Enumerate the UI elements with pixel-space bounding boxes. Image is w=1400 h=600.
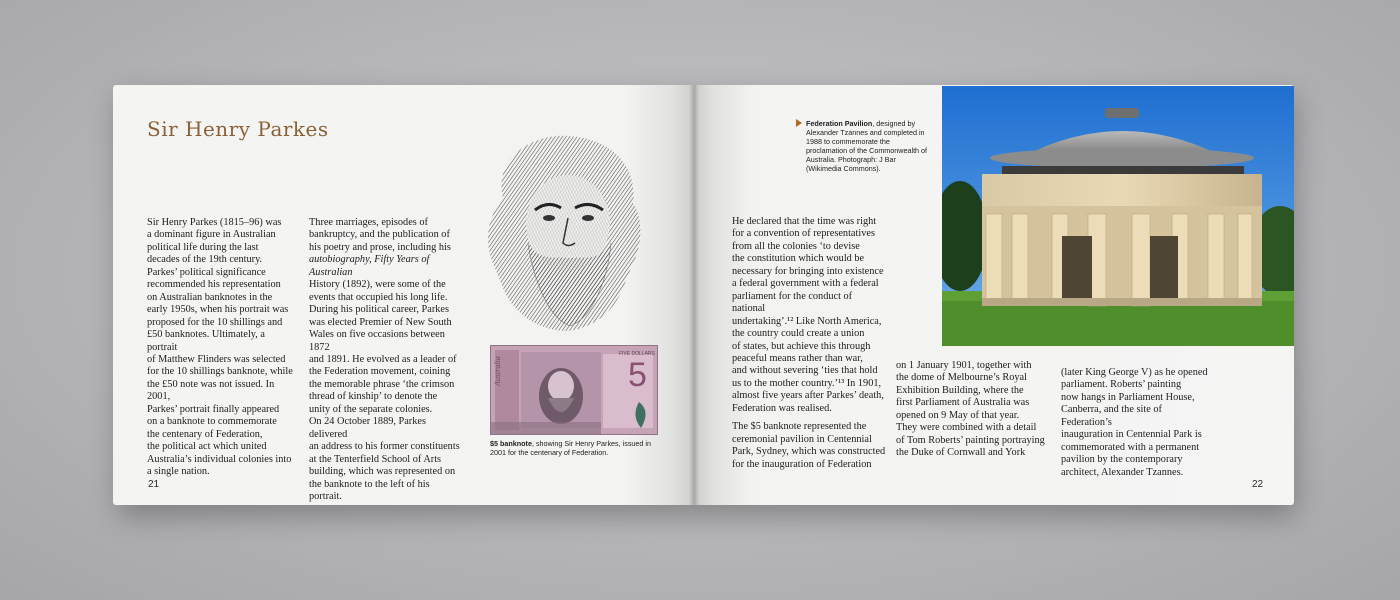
text-line: Parkes’ political significance (147, 266, 266, 278)
text-line: the dome of Melbourne’s Royal (896, 372, 1027, 384)
text-line: a dominant figure in Australian (147, 229, 276, 241)
text-line: opened on 9 May of that year. (896, 409, 1020, 421)
pavilion-caption-credit: Photograph: J Bar (Wikimedia Commons). (806, 155, 896, 173)
text-line: the Duke of Cornwall and York (896, 447, 1026, 459)
col2-line: During his political career, Parkes (309, 304, 449, 316)
text-line: of Matthew Flinders was selected (147, 353, 286, 365)
text-line: Australia’s individual colonies into (147, 453, 292, 465)
text-line: recommended his representation (147, 279, 281, 291)
text-line: £50 banknotes. Ultimately, a portrait (147, 329, 266, 353)
text-line: They were combined with a detail (896, 422, 1037, 434)
banknote-caption-text: , showing Sir Henry Parkes, issued in 2001 for the centenary of Federation. (490, 439, 651, 457)
text-line: The $5 banknote represented the (732, 421, 867, 433)
col2-line: Wales on five occasions between 1872 (309, 329, 445, 353)
five-dollar-banknote-image (490, 345, 658, 435)
col2-line: the banknote to the left of his portrait. (309, 478, 430, 502)
caption-arrow-icon (796, 119, 802, 127)
col3-paragraph-1 (732, 216, 886, 415)
text-line: for the 10 shillings banknote, while (147, 366, 293, 378)
text-line: first Parliament of Australia was (896, 397, 1030, 409)
text-line: Exhibition Building, where the (896, 384, 1024, 396)
book-spine (689, 85, 699, 505)
col2-line: thread of kinship’ to denote the (309, 391, 438, 403)
text-line: of Tom Roberts’ painting portraying (896, 434, 1045, 446)
text-line: on Australian banknotes in the (147, 291, 273, 303)
text-line: necessary for bringing into existence (732, 265, 884, 277)
text-line: He declared that the time was right (732, 216, 877, 227)
col2-line: an address to his former constituents (309, 441, 460, 453)
col2-line: Three marriages, episodes of (309, 217, 428, 228)
text-column-4 (896, 360, 1046, 460)
text-line: inauguration in Centennial Park is (1061, 429, 1202, 441)
col2-line: the Federation movement, coining (309, 366, 451, 378)
page-number-left: 21 (148, 479, 160, 490)
text-line: ceremonial pavilion in Centennial (732, 433, 872, 445)
federation-pavilion-photo (942, 86, 1294, 346)
parkes-engraving-portrait (473, 128, 656, 333)
text-line: (later King George V) as he opened (1061, 367, 1208, 378)
text-line: architect, Alexander Tzannes. (1061, 466, 1184, 478)
text-line: parliament for the conduct of national (732, 290, 853, 315)
text-line: for the inauguration of Federation (732, 458, 872, 470)
text-line: a single nation. (147, 466, 210, 478)
text-line: the political act which united (147, 441, 267, 453)
text-line: on a banknote to commemorate (147, 416, 277, 428)
pavilion-caption-bold: Federation Pavilion (806, 119, 873, 128)
text-column-1 (147, 217, 297, 479)
col2-line-italic: autobiography, Fifty Years of Australian (309, 254, 430, 278)
col2-line: On 24 October 1889, Parkes delivered (309, 416, 426, 440)
text-line: almost five years after Parkes’ death, (732, 390, 884, 402)
text-column-3 (732, 216, 886, 471)
pavilion-caption (806, 119, 932, 173)
text-line: Parkes’ portrait finally appeared (147, 403, 280, 415)
text-line: early 1950s, when his portrait was (147, 304, 289, 316)
text-line: the £50 note was not issued. In 2001, (147, 378, 275, 403)
text-line: on 1 January 1901, together with (896, 360, 1032, 371)
col2-line: unity of the separate colonies. (309, 403, 433, 415)
text-line: peaceful means rather than war, (732, 352, 863, 364)
page-number-right: 22 (1252, 479, 1264, 490)
text-line: Federation was realised. (732, 402, 832, 414)
text-line: proposed for the 10 shillings and (147, 316, 283, 328)
banknote-caption (490, 439, 660, 457)
col2-line: bankruptcy, and the publication of (309, 229, 450, 241)
banknote-caption-bold: $5 banknote (490, 439, 532, 448)
text-line: us to the mother country.’¹³ In 1901, (732, 377, 882, 389)
col2-line: building, which was represented on (309, 466, 456, 478)
banknote-country: Australia (493, 356, 502, 386)
text-line: parliament. Roberts’ painting (1061, 379, 1182, 391)
text-line: for a convention of representatives (732, 228, 875, 240)
text-line: and without severing ‘ties that hold (732, 365, 878, 377)
col2-line-italic-start: History (1892), were some of the (309, 279, 446, 291)
text-line: the centenary of Federation, (147, 428, 263, 440)
text-line: decades of the 19th century. (147, 254, 263, 266)
text-column-5 (1061, 367, 1211, 479)
page-title: Sir Henry Parkes (147, 117, 329, 141)
col2-line: events that occupied his long life. (309, 291, 448, 303)
text-line: a federal government with a federal (732, 278, 879, 290)
text-line: undertaking’.¹² Like North America, (732, 315, 882, 327)
text-line: now hangs in Parliament House, (1061, 391, 1195, 403)
col2-line: the memorable phrase ‘the crimson (309, 378, 455, 390)
text-line: of states, but achieve this through (732, 340, 871, 352)
text-line: from all the colonies ‘to devise (732, 240, 860, 252)
col2-line: his poetry and prose, including his (309, 241, 451, 253)
text-line: Canberra, and the site of Federation’s (1061, 404, 1162, 428)
col2-line: at the Tenterfield School of Arts (309, 453, 442, 465)
text-column-2 (309, 217, 461, 503)
banknote-denomination-text: FIVE DOLLARS (619, 351, 655, 357)
text-line: political life during the last (147, 241, 259, 253)
col3-paragraph-2 (732, 421, 886, 471)
text-line: pavilion by the contemporary (1061, 454, 1183, 466)
text-line: commemorated with a permanent (1061, 441, 1200, 453)
text-line: Sir Henry Parkes (1815–96) was (147, 217, 282, 228)
col2-line: and 1891. He evolved as a leader of (309, 353, 457, 365)
text-line: Park, Sydney, which was constructed (732, 446, 886, 458)
text-line: the country could create a union (732, 328, 865, 340)
col2-line: was elected Premier of New South (309, 316, 452, 328)
banknote-digit: 5 (628, 356, 647, 394)
pavilion-caption-text: , designed by Alexander Tzannes and completed in 1988 to commemorate the proclamation of the Commonwealth of Australia. (806, 119, 928, 164)
text-line: the constitution which would be (732, 253, 865, 265)
